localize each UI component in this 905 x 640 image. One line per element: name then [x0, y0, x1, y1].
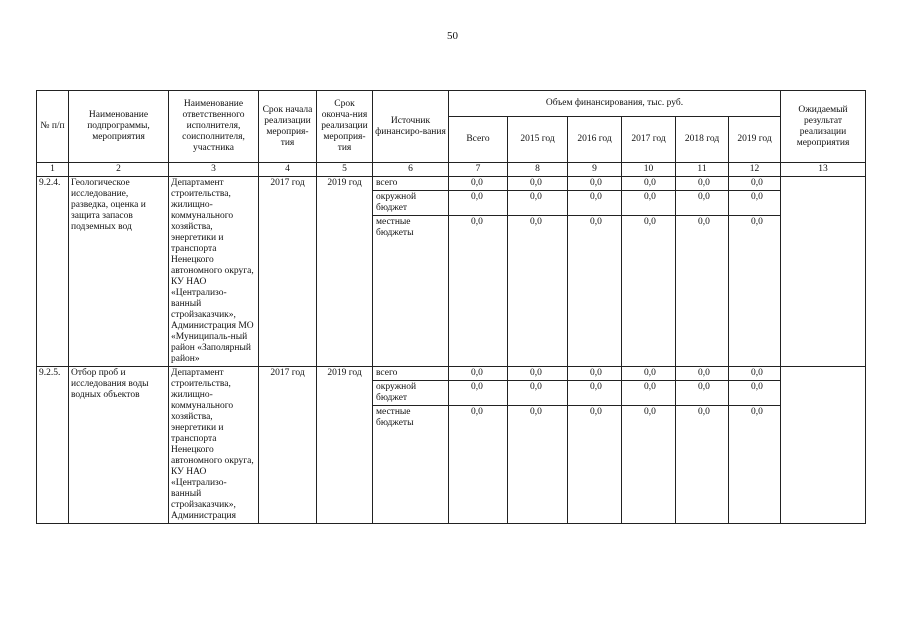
funding-value: 0,0 [590, 407, 602, 417]
funding-value: 0,0 [508, 381, 567, 406]
column-number: 8 [508, 163, 568, 177]
funding-source-cell [373, 177, 449, 367]
funding-value: 0,0 [676, 191, 728, 216]
header-responsible: Наименование ответственного исполнителя, соисполнителя, участника [169, 91, 259, 163]
funding-source: всего [373, 177, 448, 191]
header-end: Срок оконча-ния реализации мероприя-тия [317, 91, 373, 163]
funding-values-cell [676, 367, 729, 524]
funding-value: 0,0 [751, 407, 763, 417]
table-row [37, 367, 866, 524]
table-row [37, 177, 866, 367]
column-number: 13 [781, 163, 866, 177]
funding-value: 0,0 [676, 367, 728, 381]
header-total: Всего [449, 117, 508, 163]
header-2017: 2017 год [622, 117, 676, 163]
funding-value: 0,0 [644, 407, 656, 417]
header-2019: 2019 год [729, 117, 781, 163]
funding-value: 0,0 [508, 191, 567, 216]
funding-value: 0,0 [676, 381, 728, 406]
funding-value: 0,0 [676, 177, 728, 191]
column-number: 9 [568, 163, 622, 177]
funding-value: 0,0 [751, 217, 763, 227]
funding-value: 0,0 [449, 367, 507, 381]
funding-value: 0,0 [729, 177, 780, 191]
page-number: 50 [447, 30, 458, 42]
start-date: 2017 год [259, 367, 317, 524]
row-number: 9.2.5. [37, 367, 69, 524]
row-number: 9.2.4. [37, 177, 69, 367]
funding-value: 0,0 [471, 217, 483, 227]
funding-source: местные бюджеты [376, 407, 414, 428]
header-source: Источник финансиро-вания [373, 91, 449, 163]
column-number: 3 [169, 163, 259, 177]
column-number: 2 [69, 163, 169, 177]
end-date: 2019 год [317, 367, 373, 524]
column-number: 1 [37, 163, 69, 177]
header-2018: 2018 год [676, 117, 729, 163]
column-number: 11 [676, 163, 729, 177]
header-2015: 2015 год [508, 117, 568, 163]
header-name: Наименование подпрограммы, мероприятия [69, 91, 169, 163]
funding-value: 0,0 [622, 367, 675, 381]
funding-values-cell [449, 367, 508, 524]
header-num: № п/п [37, 91, 69, 163]
funding-source: окружной бюджет [373, 191, 448, 216]
expected-result [781, 177, 866, 367]
end-date: 2019 год [317, 177, 373, 367]
header-funding-group: Объем финансирования, тыс. руб. [449, 91, 781, 117]
funding-value: 0,0 [729, 191, 780, 216]
funding-value: 0,0 [729, 381, 780, 406]
column-number: 7 [449, 163, 508, 177]
column-numbers-row [37, 163, 866, 177]
funding-value: 0,0 [622, 177, 675, 191]
funding-table [36, 90, 866, 524]
measure-name: Геологическое исследование, разведка, оценка и защита запасов подземных вод [69, 177, 169, 367]
funding-value: 0,0 [622, 381, 675, 406]
funding-values-cell [568, 367, 622, 524]
header-result: Ожидаемый результат реализации мероприятия [781, 91, 866, 163]
funding-values-cell [676, 177, 729, 367]
funding-value: 0,0 [729, 367, 780, 381]
funding-value: 0,0 [590, 217, 602, 227]
start-date: 2017 год [259, 177, 317, 367]
funding-value: 0,0 [568, 367, 621, 381]
funding-value: 0,0 [508, 367, 567, 381]
funding-value: 0,0 [568, 177, 621, 191]
funding-values-cell [622, 177, 676, 367]
header-start: Срок начала реализации мероприя-тия [259, 91, 317, 163]
funding-value: 0,0 [568, 191, 621, 216]
funding-value: 0,0 [449, 381, 507, 406]
funding-source: местные бюджеты [376, 217, 414, 238]
funding-values-cell [729, 367, 781, 524]
funding-value: 0,0 [508, 177, 567, 191]
column-number: 10 [622, 163, 676, 177]
funding-source: окружной бюджет [373, 381, 448, 406]
funding-value: 0,0 [471, 407, 483, 417]
funding-values-cell [568, 177, 622, 367]
funding-values-cell [729, 177, 781, 367]
column-number: 4 [259, 163, 317, 177]
measure-name: Отбор проб и исследования воды водных объектов [69, 367, 169, 524]
expected-result [781, 367, 866, 524]
funding-value: 0,0 [644, 217, 656, 227]
funding-values-cell [508, 367, 568, 524]
header-2016: 2016 год [568, 117, 622, 163]
funding-values-cell [508, 177, 568, 367]
funding-value: 0,0 [449, 177, 507, 191]
responsible-executor: Департамент строительства, жилищно-коммунального хозяйства, энергетики и транспорта Ненецкого автономного округа, КУ НАО «Централизо-ванный стройзаказчик», Администрация [169, 367, 259, 524]
funding-value: 0,0 [530, 407, 542, 417]
funding-source: всего [373, 367, 448, 381]
funding-value: 0,0 [698, 407, 710, 417]
funding-values-cell [449, 177, 508, 367]
funding-value: 0,0 [568, 381, 621, 406]
funding-value: 0,0 [530, 217, 542, 227]
funding-value: 0,0 [449, 191, 507, 216]
funding-value: 0,0 [622, 191, 675, 216]
funding-value: 0,0 [698, 217, 710, 227]
responsible-executor: Департамент строительства, жилищно-коммунального хозяйства, энергетики и транспорта Ненецкого автономного округа, КУ НАО «Централизо-ванный стройзаказчик», Администрация МО «Муниципаль-ный район «Заполярный район» [169, 177, 259, 367]
column-number: 5 [317, 163, 373, 177]
funding-values-cell [622, 367, 676, 524]
column-number: 12 [729, 163, 781, 177]
funding-source-cell [373, 367, 449, 524]
column-number: 6 [373, 163, 449, 177]
